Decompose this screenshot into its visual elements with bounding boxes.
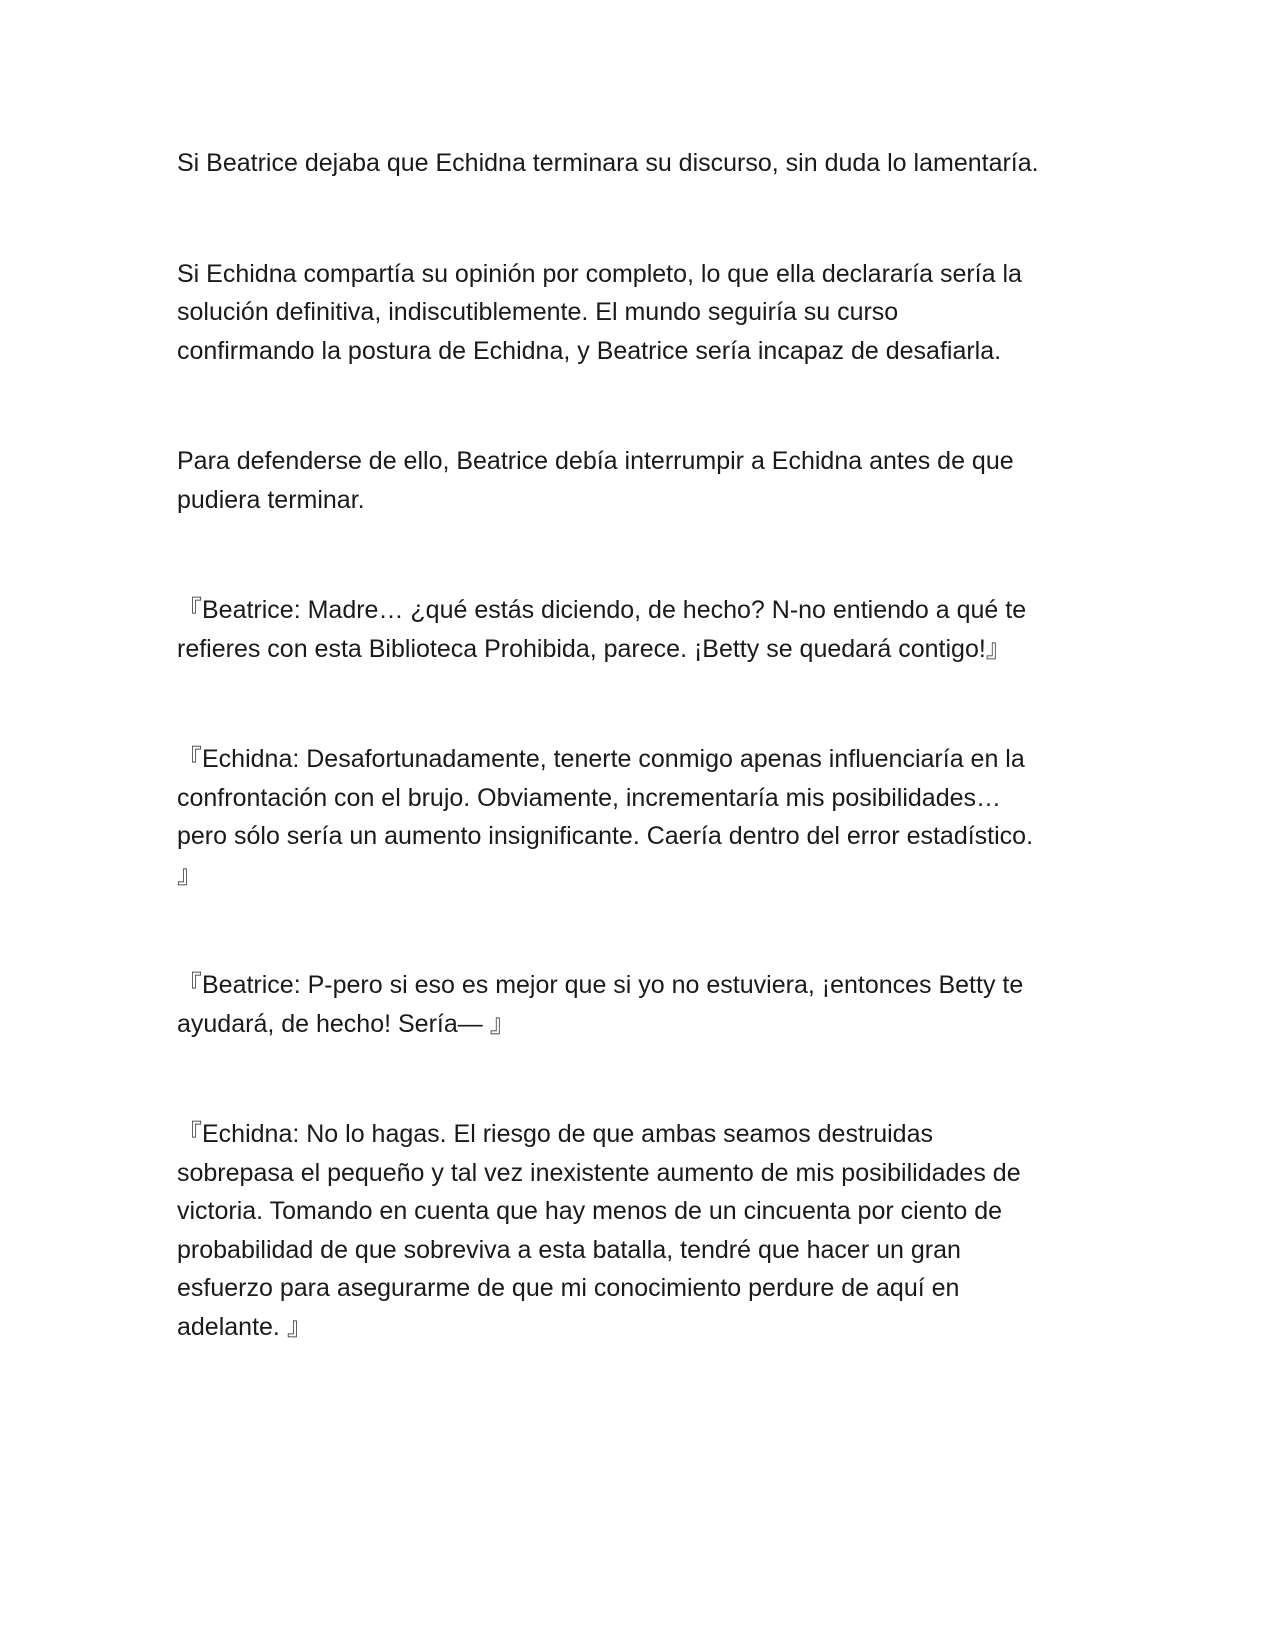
paragraph-line: confrontación con el brujo. Obviamente, incrementaría mis posibilidades… <box>177 783 1002 812</box>
paragraph-1 <box>177 144 1107 183</box>
paragraph-line: 『Beatrice: Madre… ¿qué estás diciendo, de hecho? N-no entiendo a qué te <box>177 596 1027 624</box>
paragraph-line: esfuerzo para asegurarme de que mi conocimiento perdure de aquí en <box>177 1274 960 1302</box>
dialogue-echidna-2 <box>177 1115 1107 1346</box>
paragraph-line: refieres con esta Biblioteca Prohibida, parece. ¡Betty se quedará contigo!』 <box>177 634 1011 663</box>
paragraph-line: 『Beatrice: P-pero si eso es mejor que si yo no estuviera, ¡entonces Betty te <box>177 971 1024 999</box>
document-body <box>177 144 1107 1418</box>
dialogue-beatrice-2 <box>177 966 1107 1043</box>
paragraph-line: victoria. Tomando en cuenta que hay menos de un cincuenta por ciento de <box>177 1197 1003 1225</box>
paragraph-line: confirmando la postura de Echidna, y Beatrice sería incapaz de desafiarla. <box>177 336 1002 365</box>
paragraph-line: 『Echidna: Desafortunadamente, tenerte conmigo apenas influenciaría en la <box>177 745 1025 773</box>
dialogue-beatrice-1 <box>177 591 1107 668</box>
dialogue-echidna-1 <box>177 740 1107 894</box>
paragraph-line: Si Beatrice dejaba que Echidna terminara su discurso, sin duda lo lamentaría. <box>177 149 1039 177</box>
paragraph-line: ayudará, de hecho! Sería— 』 <box>177 1009 515 1038</box>
paragraph-line: Si Echidna compartía su opinión por completo, lo que ella declararía sería la <box>177 259 1022 288</box>
paragraph-line: adelante. 』 <box>177 1312 312 1341</box>
paragraph-line: pero sólo sería un aumento insignificante. Caería dentro del error estadístico. <box>177 822 1034 850</box>
paragraph-line: solución definitiva, indiscutiblemente. El mundo seguiría su curso <box>177 298 899 326</box>
paragraph-line: 』 <box>177 860 203 889</box>
paragraph-line: 『Echidna: No lo hagas. El riesgo de que ambas seamos destruidas <box>177 1120 933 1148</box>
paragraph-line: sobrepasa el pequeño y tal vez inexistente aumento de mis posibilidades de <box>177 1158 1021 1187</box>
paragraph-3 <box>177 442 1107 519</box>
paragraph-2 <box>177 255 1107 371</box>
paragraph-line: Para defenderse de ello, Beatrice debía interrumpir a Echidna antes de que <box>177 447 1014 475</box>
paragraph-line: pudiera terminar. <box>177 485 365 514</box>
paragraph-line: probabilidad de que sobreviva a esta batalla, tendré que hacer un gran <box>177 1235 961 1264</box>
